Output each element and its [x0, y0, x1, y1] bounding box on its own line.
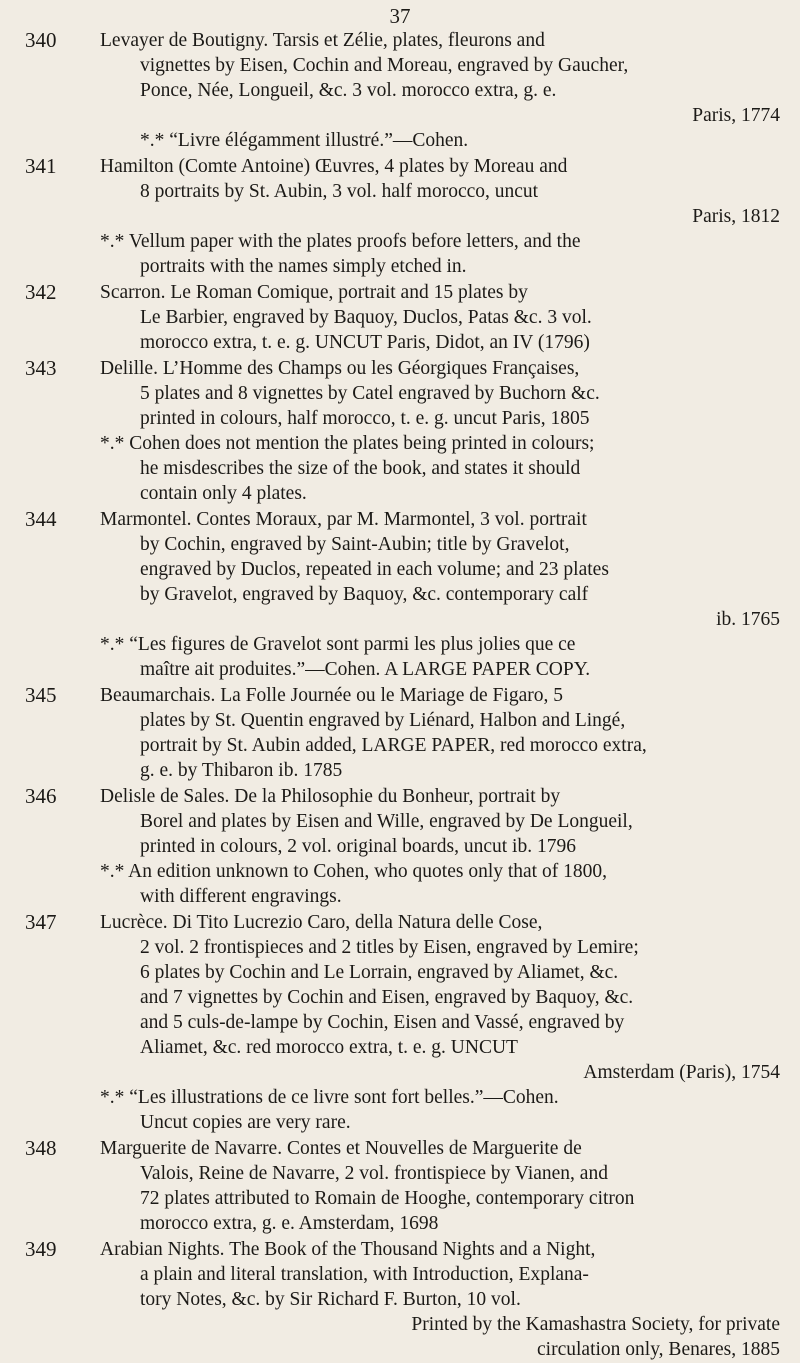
- entry-line: engraved by Duclos, repeated in each volume; and 23 plates: [140, 559, 609, 580]
- entry-line: printed in colours, 2 vol. original boards, uncut ib. 1796: [140, 836, 576, 857]
- entry-line: Levayer de Boutigny. Tarsis et Zélie, plates, fleurons and: [100, 30, 545, 51]
- catalogue-entry: [0, 356, 800, 506]
- entry-line: g. e. by Thibaron ib. 1785: [140, 760, 343, 781]
- note-line: Uncut copies are very rare.: [140, 1112, 351, 1133]
- entry-line: 6 plates by Cochin and Le Lorrain, engraved by Aliamet, &c.: [140, 962, 619, 983]
- imprint-line: Paris, 1774: [692, 105, 780, 126]
- note-line: *.* Vellum paper with the plates proofs before letters, and the: [100, 231, 581, 252]
- lot-number: 344: [25, 507, 57, 531]
- entry-line: Delille. L’Homme des Champs ou les Géorgiques Françaises,: [100, 358, 580, 379]
- entry-line: a plain and literal translation, with Introduction, Explana-: [140, 1264, 589, 1285]
- note-line: *.* Cohen does not mention the plates being printed in colours;: [100, 433, 595, 454]
- entry-line: Marguerite de Navarre. Contes et Nouvelles de Marguerite de: [100, 1138, 582, 1159]
- entry-line: Scarron. Le Roman Comique, portrait and 15 plates by: [100, 282, 528, 303]
- entry-line: by Cochin, engraved by Saint-Aubin; title by Gravelot,: [140, 534, 570, 555]
- catalogue-entry: [0, 507, 800, 682]
- entry-line: Lucrèce. Di Tito Lucrezio Caro, della Natura delle Cose,: [100, 912, 543, 933]
- note-line: *.* “Les figures de Gravelot sont parmi les plus jolies que ce: [100, 634, 576, 655]
- imprint-line: Amsterdam (Paris), 1754: [583, 1062, 780, 1083]
- entry-line: tory Notes, &c. by Sir Richard F. Burton, 10 vol.: [140, 1289, 521, 1310]
- note-line: portraits with the names simply etched in.: [140, 256, 467, 277]
- entry-line: 72 plates attributed to Romain de Hooghe, contemporary citron: [140, 1188, 635, 1209]
- note-line: *.* “Livre élégamment illustré.”—Cohen.: [140, 130, 469, 151]
- lot-number: 343: [25, 356, 57, 380]
- catalogue-entry: [0, 784, 800, 909]
- entry-line: Delisle de Sales. De la Philosophie du Bonheur, portrait by: [100, 786, 561, 807]
- entry-line: Aliamet, &c. red morocco extra, t. e. g. UNCUT: [140, 1037, 518, 1058]
- note-line: *.* “Les illustrations de ce livre sont fort belles.”—Cohen.: [100, 1087, 559, 1108]
- entry-line: and 7 vignettes by Cochin and Eisen, engraved by Baquoy, &c.: [140, 987, 634, 1008]
- entry-line: morocco extra, g. e. Amsterdam, 1698: [140, 1213, 439, 1234]
- entry-line: Hamilton (Comte Antoine) Œuvres, 4 plates by Moreau and: [100, 156, 568, 177]
- entry-line: plates by St. Quentin engraved by Liénard, Halbon and Lingé,: [140, 710, 626, 731]
- entry-line: printed in colours, half morocco, t. e. g. uncut Paris, 1805: [140, 408, 590, 429]
- imprint-line: Paris, 1812: [692, 206, 780, 227]
- entry-line: Marmontel. Contes Moraux, par M. Marmontel, 3 vol. portrait: [100, 509, 587, 530]
- entry-line: portrait by St. Aubin added, LARGE PAPER, red morocco extra,: [140, 735, 647, 756]
- entry-line: 5 plates and 8 vignettes by Catel engraved by Buchorn &c.: [140, 383, 600, 404]
- note-line: with different engravings.: [140, 886, 342, 907]
- catalogue-entry: [0, 1237, 800, 1362]
- entry-line: and 5 culs-de-lampe by Cochin, Eisen and Vassé, engraved by: [140, 1012, 625, 1033]
- imprint-line: ib. 1765: [716, 609, 780, 630]
- lot-number: 345: [25, 683, 57, 707]
- note-line: maître ait produites.”—Cohen. A LARGE PAPER COPY.: [140, 659, 591, 680]
- lot-number: 348: [25, 1136, 57, 1160]
- entry-line: 8 portraits by St. Aubin, 3 vol. half morocco, uncut: [140, 181, 539, 202]
- entry-line: Valois, Reine de Navarre, 2 vol. frontispiece by Vianen, and: [140, 1163, 608, 1184]
- entry-line: Le Barbier, engraved by Baquoy, Duclos, Patas &c. 3 vol.: [140, 307, 592, 328]
- lot-number: 341: [25, 154, 57, 178]
- entry-line: Ponce, Née, Longueil, &c. 3 vol. morocco extra, g. e.: [140, 80, 557, 101]
- catalogue-entry: [0, 683, 800, 783]
- note-line: *.* An edition unknown to Cohen, who quotes only that of 1800,: [100, 861, 607, 882]
- lot-number: 349: [25, 1237, 57, 1261]
- lot-number: 347: [25, 910, 57, 934]
- lot-number: 342: [25, 280, 57, 304]
- imprint-line: circulation only, Benares, 1885: [537, 1339, 780, 1360]
- entry-line: by Gravelot, engraved by Baquoy, &c. contemporary calf: [140, 584, 589, 605]
- catalogue-entries: [0, 28, 800, 1363]
- catalogue-entry: [0, 280, 800, 355]
- entry-line: Arabian Nights. The Book of the Thousand Nights and a Night,: [100, 1239, 596, 1260]
- page-number: 37: [389, 4, 411, 28]
- catalogue-entry: [0, 910, 800, 1135]
- note-line: he misdescribes the size of the book, and states it should: [140, 458, 581, 479]
- entry-line: morocco extra, t. e. g. UNCUT Paris, Didot, an IV (1796): [140, 332, 590, 353]
- lot-number: 340: [25, 28, 57, 52]
- entry-line: Borel and plates by Eisen and Wille, engraved by De Longueil,: [140, 811, 633, 832]
- catalogue-entry: [0, 28, 800, 153]
- catalogue-entry: [0, 154, 800, 279]
- imprint-line: Printed by the Kamashastra Society, for private: [411, 1314, 780, 1335]
- entry-line: 2 vol. 2 frontispieces and 2 titles by Eisen, engraved by Lemire;: [140, 937, 639, 958]
- note-line: contain only 4 plates.: [140, 483, 307, 504]
- catalogue-entry: [0, 1136, 800, 1236]
- entry-line: Beaumarchais. La Folle Journée ou le Mariage de Figaro, 5: [100, 685, 563, 706]
- lot-number: 346: [25, 784, 57, 808]
- entry-line: vignettes by Eisen, Cochin and Moreau, engraved by Gaucher,: [140, 55, 629, 76]
